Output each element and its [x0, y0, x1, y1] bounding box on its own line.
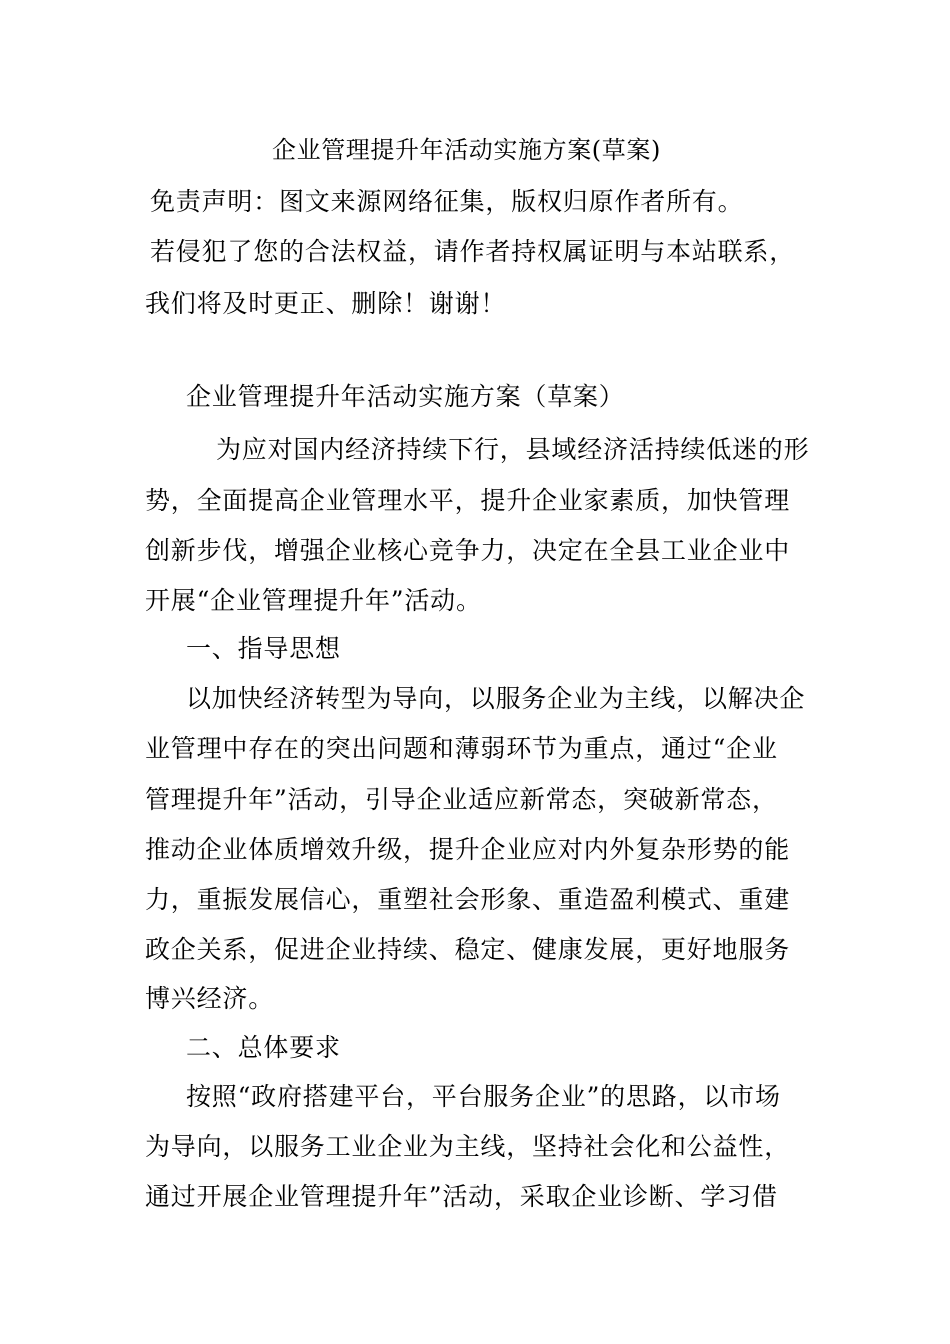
section-heading-guiding-thought: 一、指导思想 [186, 634, 341, 663]
section2-line-2: 为导向，以服务工业企业为主线，坚持社会化和公益性， [145, 1132, 791, 1161]
disclaimer-line-3: 我们将及时更正、删除！谢谢！ [145, 289, 507, 318]
section1-line-4: 推动企业体质增效升级，提升企业应对内外复杂形势的能 [145, 835, 791, 864]
section-heading-general-requirements: 二、总体要求 [186, 1033, 341, 1062]
intro-line-3: 创新步伐，增强企业核心竞争力，决定在全县工业企业中 [145, 536, 791, 565]
section1-line-2: 业管理中存在的突出问题和薄弱环节为重点，通过“企业 [145, 734, 778, 763]
intro-line-2: 势，全面提高企业管理水平，提升企业家素质，加快管理 [145, 486, 791, 515]
section1-line-6: 政企关系，促进企业持续、稳定、健康发展，更好地服务 [145, 935, 791, 964]
section1-line-7: 博兴经济。 [145, 984, 275, 1013]
disclaimer-line-2: 若侵犯了您的合法权益，请作者持权属证明与本站联系， [150, 237, 796, 266]
section2-line-3: 通过开展企业管理提升年”活动，采取企业诊断、学习借 [145, 1182, 778, 1211]
intro-line-4: 开展“企业管理提升年”活动。 [145, 586, 482, 615]
section2-line-1: 按照“政府搭建平台，平台服务企业”的思路，以市场 [186, 1082, 781, 1111]
section1-line-1: 以加快经济转型为导向，以服务企业为主线，以解决企 [186, 684, 806, 713]
document-title: 企业管理提升年活动实施方案(草案) [272, 136, 661, 164]
section1-line-5: 力，重振发展信心，重塑社会形象、重造盈利模式、重建 [145, 885, 791, 914]
intro-line-1: 为应对国内经济持续下行，县域经济活持续低迷的形 [216, 435, 810, 464]
disclaimer-line-1: 免责声明：图文来源网络征集，版权归原作者所有。 [150, 187, 744, 216]
section1-line-3: 管理提升年”活动，引导企业适应新常态，突破新常态， [145, 785, 778, 814]
body-title: 企业管理提升年活动实施方案（草案） [186, 382, 625, 411]
